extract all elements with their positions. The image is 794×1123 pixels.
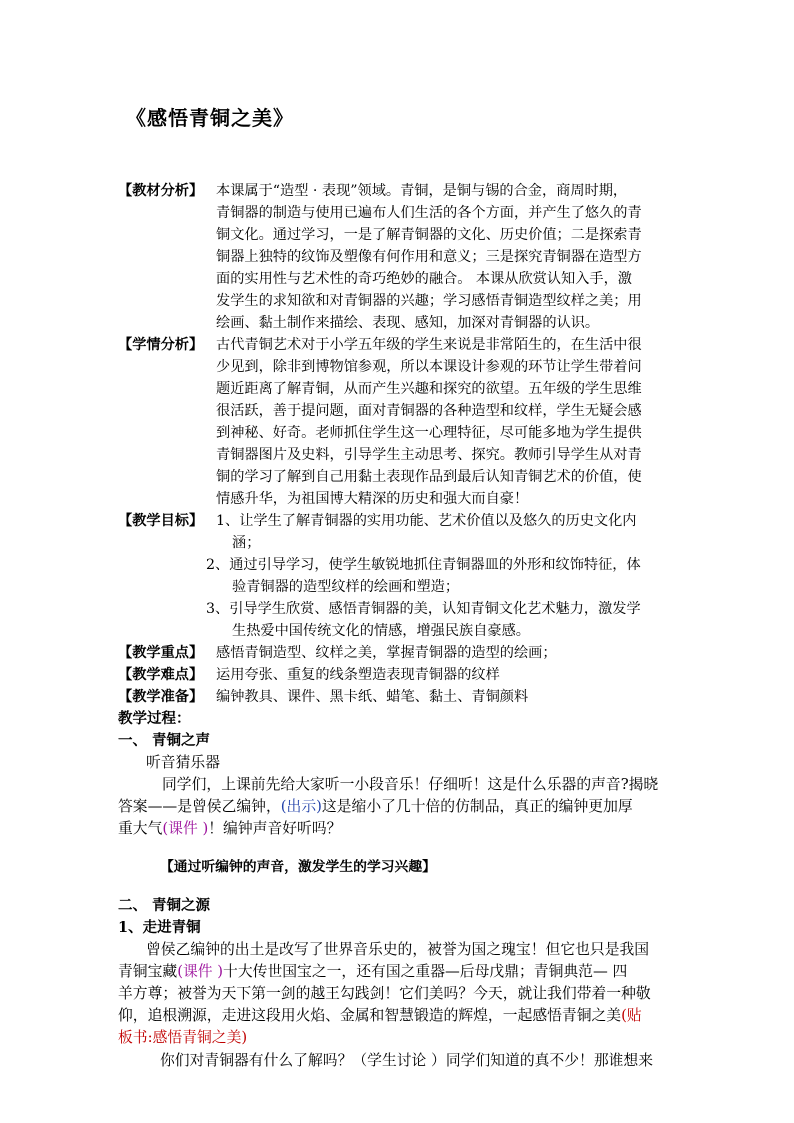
- goal-item-cont: 涵；: [232, 535, 261, 551]
- section-text: 运用夸张、重复的线条塑造表现青铜器的纹样: [216, 667, 500, 683]
- text-run: 十大传世国宝之一，还有国之重器—后母戊鼎；青铜典范— 四: [223, 963, 628, 980]
- text-run: 重大气: [118, 820, 163, 837]
- text-run: 答案——是曾侯乙编钟，: [118, 798, 281, 815]
- show-tag: (出示): [280, 798, 322, 815]
- paragraph-line: 曾侯乙编钟的出土是改写了世界音乐史的，被誉为国之瑰宝！但它也只是我国: [146, 941, 650, 958]
- part-heading: 一、 青铜之声: [118, 732, 211, 749]
- section-line: 铜文化。通过学习，一是了解青铜器的文化、历史价值；二是探索青: [216, 227, 642, 243]
- courseware-tag: (课件 ): [162, 820, 209, 837]
- part-subheading: 1、走进青铜: [118, 919, 201, 936]
- goal-item-cont: 生热爱中国传统文化的情感，增强民族自豪感。: [232, 623, 530, 639]
- text-run: 这是缩小了几十倍的仿制品，真正的编钟更加厚: [321, 798, 633, 815]
- section-line: 铜器上独特的纹饰及塑像有何作用和意义；三是探究青铜器在造型方: [216, 249, 642, 265]
- section-line: 情感升华，为祖国博大精深的历史和强大而自豪！: [216, 491, 529, 507]
- section-line: 古代青铜艺术对于小学五年级的学生来说是非常陌生的，在生活中很: [216, 337, 642, 353]
- goal-item: 3、引导学生欣赏、感悟青铜器的美，认知青铜文化艺术魅力，激发学: [206, 601, 641, 617]
- section-label: 【学情分析】: [118, 337, 204, 353]
- section-label: 【教材分析】: [118, 183, 204, 199]
- courseware-tag: (课件 ): [177, 963, 224, 980]
- section-line: 很活跃，善于提问题，面对青铜器的各种造型和纹样，学生无疑会感: [216, 403, 642, 419]
- board-tag-cont: 板书:感悟青铜之美): [118, 1029, 248, 1046]
- section-label: 【教学难点】: [118, 667, 204, 683]
- board-tag: (贴: [621, 1007, 642, 1024]
- section-text: 编钟教具、课件、黑卡纸、蜡笔、黏土、青铜颜料: [216, 689, 529, 705]
- section-label: 【教学重点】: [118, 645, 204, 661]
- text-run: ！编钟声音好听吗？: [208, 820, 342, 837]
- section-label: 【教学准备】: [118, 689, 204, 705]
- document-title: 《感悟青铜之美》: [126, 106, 294, 130]
- paragraph-line: [118, 818, 341, 840]
- section-line: 绘画、黏土制作来描绘、表现、感知，加深对青铜器的认识。: [216, 315, 600, 331]
- goal-item: 2、通过引导学习，使学生敏锐地抓住青铜器皿的外形和纹饰特征，体: [206, 557, 641, 573]
- goal-item-cont: 验青铜器的造型纹样的绘画和塑造；: [232, 579, 460, 595]
- text-run: 青铜宝藏: [118, 963, 178, 980]
- section-line: 本课属于“造型 · 表现”领域。青铜，是铜与锡的合金，商周时期，: [216, 183, 628, 199]
- part-subheading: 听音猜乐器: [146, 754, 220, 771]
- goal-item: 1、让学生了解青铜器的实用功能、艺术价值以及悠久的历史文化内: [216, 513, 637, 529]
- section-text: 感悟青铜造型、纹样之美，掌握青铜器的造型的绘画；: [216, 645, 557, 661]
- paragraph-line: 同学们，上课前先给大家听一小段音乐！仔细听！这是什么乐器的声音?揭晓: [162, 776, 659, 793]
- section-line: 发学生的求知欲和对青铜器的兴趣；学习感悟青铜造型纹样之美；用: [216, 293, 642, 309]
- part-heading: 二、 青铜之源: [118, 897, 211, 914]
- paragraph-line: 羊方尊；被誉为天下第一剑的越王勾践剑！它们美吗？今天，就让我们带着一种敬: [118, 985, 651, 1002]
- section-line: 面的实用性与艺术性的奇巧绝妙的融合。 本课从欣赏认知入手，激: [216, 271, 632, 287]
- paragraph-line: [118, 1005, 642, 1027]
- section-label: 【教学目标】: [118, 513, 204, 529]
- paragraph-line: [118, 961, 627, 983]
- section-line: 题近距离了解青铜，从而产生兴趣和探究的欲望。五年级的学生思维: [216, 381, 642, 397]
- section-line: 铜的学习了解到自己用黏土表现作品到最后认知青铜艺术的价值，使: [216, 469, 642, 485]
- process-heading: 教学过程：: [118, 710, 191, 727]
- section-line: 到神秘、好奇。老师抓住学生这一心理特征，尽可能多地为学生提供: [216, 425, 642, 441]
- teaching-note: 【通过听编钟的声音，激发学生的学习兴趣】: [160, 859, 436, 875]
- section-line: 青铜器的制造与使用已遍布人们生活的各个方面，并产生了悠久的青: [216, 205, 642, 221]
- section-line: 少见到，除非到博物馆参观，所以本课设计参观的环节让学生带着问: [216, 359, 642, 375]
- paragraph-line: 你们对青铜器有什么了解吗？（学生讨论 ）同学们知道的真不少！那谁想来: [160, 1052, 654, 1069]
- paragraph-line: [118, 796, 633, 818]
- text-run: 仰，追根溯源，走进这段用火焰、金属和智慧锻造的辉煌，一起感悟青铜之美: [118, 1007, 622, 1024]
- section-line: 青铜器图片及史料，引导学生主动思考、探究。教师引导学生从对青: [216, 447, 642, 463]
